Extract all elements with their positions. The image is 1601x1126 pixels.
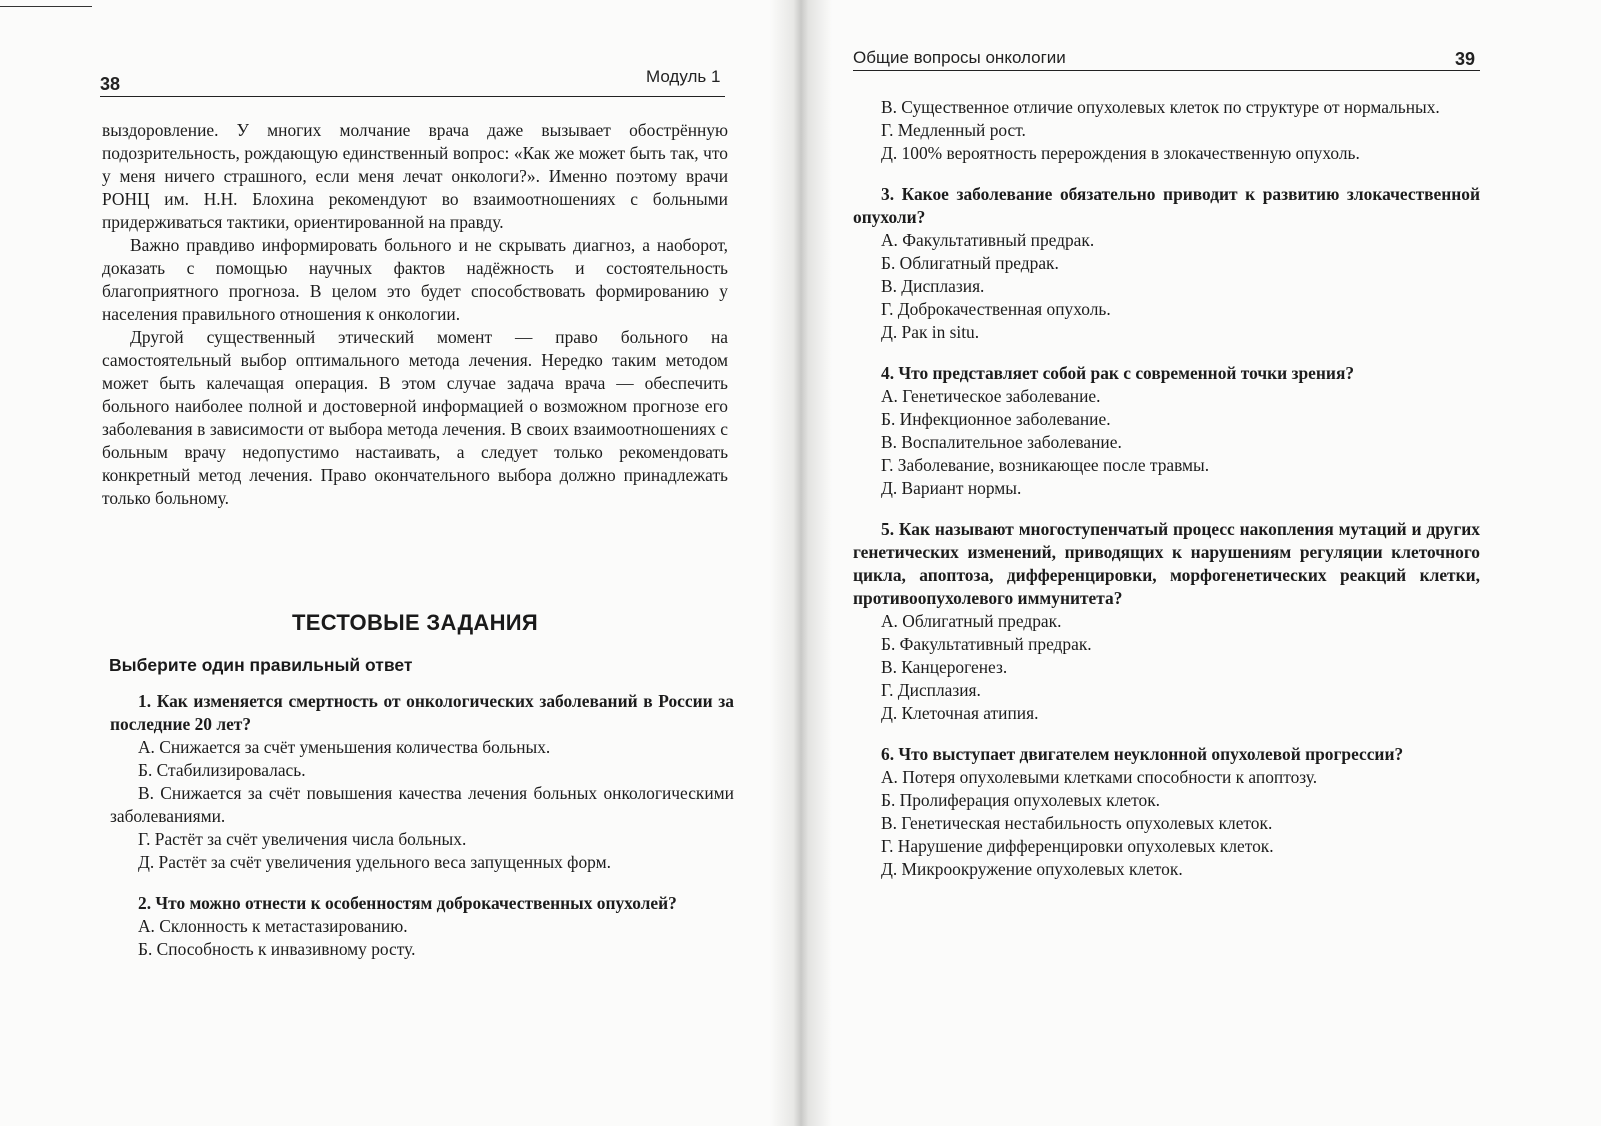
left-questions xyxy=(110,690,734,979)
section-subtitle: Выберите один правильный ответ xyxy=(109,655,413,675)
answer-option: Б. Стабилизировалась. xyxy=(138,760,306,780)
left-page xyxy=(0,0,770,1126)
answer-option: Д. Микроокружение опухолевых клеток. xyxy=(881,859,1183,879)
left-header-rule xyxy=(100,96,725,97)
answer-option: Г. Заболевание, возникающее после травмы. xyxy=(881,455,1210,475)
question-1 xyxy=(110,690,734,874)
answer-option: А. Генетическое заболевание. xyxy=(881,386,1101,406)
paragraph: выздоровление. У многих молчание врача даже вызывает обострённую подозрительность, рождающую единственный вопрос: «Как же может быть так, что у меня ничего страшного, если меня лечат онкологи?». Именно поэтому врачи РОНЦ им. Н.Н. Блохина рекомендуют во взаимоотношениях с больными придерживаться тактики, ориентированной на правду. xyxy=(102,120,728,232)
right-header-rule xyxy=(853,70,1480,71)
answer-option: Б. Облигатный предрак. xyxy=(881,253,1059,273)
answer-option: В. Снижается за счёт повышения качества лечения больных онкологическими заболеваниями. xyxy=(110,783,734,826)
book-gutter xyxy=(770,0,832,1126)
question-5 xyxy=(853,518,1480,725)
answer-option: А. Облигатный предрак. xyxy=(881,611,1062,631)
right-questions xyxy=(853,96,1480,899)
answer-option: В. Канцерогенез. xyxy=(881,657,1008,677)
section-title: ТЕСТОВЫЕ ЗАДАНИЯ xyxy=(292,610,539,635)
answer-option: В. Дисплазия. xyxy=(881,276,985,296)
answer-option: Б. Способность к инвазивному росту. xyxy=(138,939,416,959)
question-6 xyxy=(853,743,1480,881)
left-body-text xyxy=(102,119,728,510)
answer-option: Д. Рак in situ. xyxy=(881,322,980,342)
left-page-number: 38 xyxy=(100,74,121,94)
answer-option: В. Существенное отличие опухолевых клеток по структуре от нормальных. xyxy=(881,97,1440,117)
answer-option: А. Потеря опухолевыми клетками способности к апоптозу. xyxy=(881,767,1318,787)
answer-option: Д. Вариант нормы. xyxy=(881,478,1022,498)
answer-option: А. Склонность к метастазированию. xyxy=(138,916,408,936)
question-2 xyxy=(110,892,734,961)
question-text: 6. Что выступает двигателем неуклонной опухолевой прогрессии? xyxy=(881,744,1404,764)
answer-option: Г. Дисплазия. xyxy=(881,680,981,700)
answer-option: А. Факультативный предрак. xyxy=(881,230,1095,250)
answer-option: Д. 100% вероятность перерождения в злокачественную опухоль. xyxy=(881,143,1360,163)
right-page xyxy=(832,0,1601,1126)
answer-option: А. Снижается за счёт уменьшения количества больных. xyxy=(138,737,551,757)
right-page-number: 39 xyxy=(1455,49,1476,69)
question-text: 4. Что представляет собой рак с современной точки зрения? xyxy=(881,363,1355,383)
question-text: 3. Какое заболевание обязательно приводит к развитию злокачественной опухоли? xyxy=(853,184,1480,227)
answer-option: В. Воспалительное заболевание. xyxy=(881,432,1122,452)
answer-option: Д. Клеточная атипия. xyxy=(881,703,1039,723)
answer-option: Б. Инфекционное заболевание. xyxy=(881,409,1111,429)
answer-option: Г. Растёт за счёт увеличения числа больных. xyxy=(138,829,467,849)
answer-option: Г. Доброкачественная опухоль. xyxy=(881,299,1111,319)
answer-option: Б. Пролиферация опухолевых клеток. xyxy=(881,790,1160,810)
answer-option: Г. Нарушение дифференцировки опухолевых клеток. xyxy=(881,836,1274,856)
answer-option: В. Генетическая нестабильность опухолевых клеток. xyxy=(881,813,1273,833)
question-3 xyxy=(853,183,1480,344)
paragraph: Другой существенный этический момент — право больного на самостоятельный выбор оптимального метода лечения. Нередко таким методом может быть калечащая операция. В этом случае задача врача — обеспечить больного наиболее полной и достоверной информацией о возможном прогнозе его заболевания в зависимости от выбора метода лечения. В своих взаимоотношениях с больным врачу недопустимо настаивать, а следует только рекомендовать конкретный метод лечения. Право окончательного выбора должно принадлежать только больному. xyxy=(102,327,728,508)
answer-option: Г. Медленный рост. xyxy=(881,120,1026,140)
right-running-head: Общие вопросы онкологии xyxy=(853,48,1066,67)
paragraph: Важно правдиво информировать больного и не скрывать диагноз, а наоборот, доказать с помощью научных фактов надёжность и состоятельность благоприятного прогноза. В целом это будет способствовать формированию у населения правильного отношения к онкологии. xyxy=(102,235,728,324)
question-2-continued xyxy=(853,96,1480,165)
question-text: 1. Как изменяется смертность от онкологических заболеваний в России за последние 20 лет? xyxy=(110,691,734,734)
left-running-head: Модуль 1 xyxy=(646,67,721,86)
question-text: 5. Как называют многоступенчатый процесс накопления мутаций и других генетических изменений, приводящих к нарушениям регуляции клеточного цикла, апоптоза, дифференцировки, морфогенетических реакций клетки, противоопухолевого иммунитета? xyxy=(853,519,1480,608)
answer-option: Д. Растёт за счёт увеличения удельного веса запущенных форм. xyxy=(138,852,611,872)
answer-option: Б. Факультативный предрак. xyxy=(881,634,1092,654)
question-4 xyxy=(853,362,1480,500)
question-text: 2. Что можно отнести к особенностям доброкачественных опухолей? xyxy=(138,893,677,913)
